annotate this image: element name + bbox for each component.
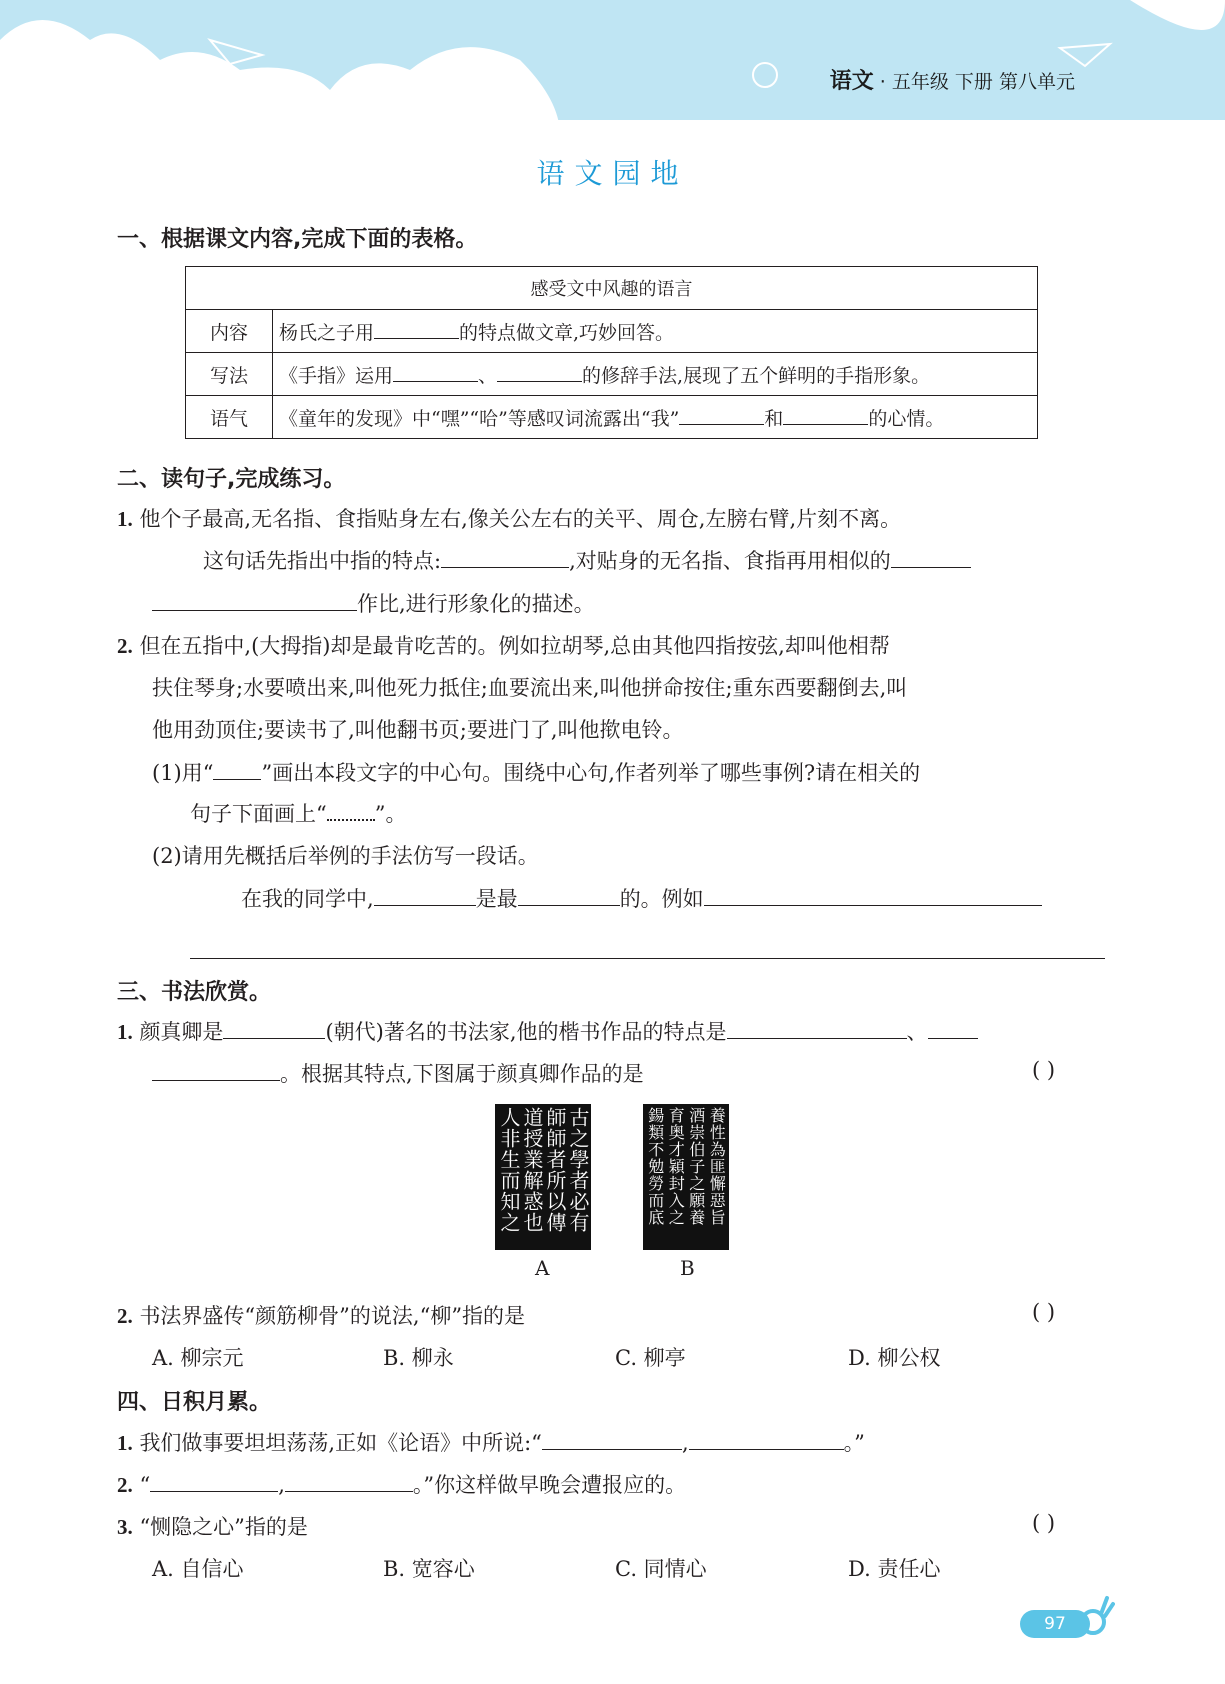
option-c[interactable]: C. 柳亭 — [615, 1346, 686, 1370]
section-3-heading: 三、书法欣赏。 — [117, 980, 272, 1005]
answer-paren[interactable]: ( ) — [1032, 1058, 1056, 1082]
answer-paren[interactable]: ( ) — [1032, 1511, 1056, 1535]
page-title: 语文园地 — [536, 157, 689, 190]
fill-blank[interactable] — [727, 1018, 907, 1039]
s2-q2-line2: 扶住琴身;水要喷出来,叫他死力抵住;血要流出来,叫他拼命按住;重东西要翻倒去,叫 — [152, 676, 908, 700]
header-unit: 第八单元 — [998, 71, 1075, 93]
row-content: 《童年的发现》中“嘿”“哈”等感叹词流露出“我” 和 的心情。 — [273, 396, 1038, 439]
s4-q2: 2. “ , 。”你这样做早晚会遭报应的。 — [117, 1473, 687, 1497]
fill-blank[interactable] — [518, 885, 620, 906]
language-table — [185, 266, 1038, 439]
row-key: 语气 — [186, 396, 273, 439]
header-info: 语文 · 五年级 下册 第八单元 — [829, 69, 1075, 94]
fill-blank[interactable] — [497, 361, 582, 382]
s2-q2-line3: 他用劲顶住;要读书了,叫他翻书页;要进门了,叫他揿电铃。 — [152, 718, 684, 742]
fill-blank[interactable] — [689, 1429, 844, 1450]
fill-blank[interactable] — [223, 1018, 325, 1039]
s2-sub1: (1)用“ ”画出本段文字的中心句。围绕中心句,作者列举了哪些事例?请在相关的 — [152, 761, 921, 785]
caption-a: A — [535, 1256, 550, 1280]
section-2-heading: 二、读句子,完成练习。 — [117, 467, 346, 492]
option-a[interactable]: A. 自信心 — [152, 1557, 244, 1581]
fill-blank[interactable] — [928, 1018, 978, 1039]
fill-blank[interactable] — [152, 1060, 280, 1081]
row-content: 《手指》运用 、 的修辞手法,展现了五个鲜明的手指形象。 — [273, 353, 1038, 396]
s3-q2: 2. 书法界盛传“颜筋柳骨”的说法,“柳”指的是 — [117, 1304, 526, 1328]
row-key: 内容 — [186, 310, 273, 353]
s4-q1: 1. 我们做事要坦坦荡荡,正如《论语》中所说:“ , 。” — [117, 1431, 865, 1455]
option-d[interactable]: D. 责任心 — [848, 1557, 941, 1581]
s2-sub1-cont: 句子下面画上“ ”。 — [190, 798, 407, 828]
option-c[interactable]: C. 同情心 — [615, 1557, 707, 1581]
fill-blank[interactable] — [891, 547, 971, 568]
option-b[interactable]: B. 宽容心 — [383, 1557, 475, 1581]
row-key: 写法 — [186, 353, 273, 396]
fill-blank[interactable] — [152, 590, 357, 611]
s2-q1: 1. 他个子最高,无名指、食指贴身左右,像关公左右的关平、周仓,左膀右臂,片刻不离。 — [117, 507, 902, 531]
fill-blank[interactable] — [542, 1429, 682, 1450]
ok-hand-icon — [1075, 1594, 1115, 1640]
option-a[interactable]: A. 柳宗元 — [152, 1346, 244, 1370]
s3-q1: 1. 颜真卿是 (朝代)著名的书法家,他的楷书作品的特点是 、 — [117, 1016, 978, 1046]
s2-q1-fill: 这句话先指出中指的特点: ,对贴身的无名指、食指再用相似的 — [203, 545, 971, 575]
fill-blank[interactable] — [213, 759, 261, 780]
option-d[interactable]: D. 柳公权 — [848, 1346, 941, 1370]
header-grade: 五年级 — [891, 71, 949, 93]
s2-q1-fill-2: 作比,进行形象化的描述。 — [152, 588, 595, 618]
fill-blank[interactable] — [374, 885, 476, 906]
s2-sub2: (2)请用先概括后举例的手法仿写一段话。 — [152, 844, 539, 868]
page-number-badge: 97 — [1020, 1610, 1090, 1638]
table-row — [186, 310, 1038, 353]
calligraphy-image-b: 養性為匪懈惡旨 酒崇伯子之願養 育奥才穎封入之 鍚類不勉勞而底 — [643, 1104, 729, 1250]
s2-q2-line1: 2. 但在五指中,(大拇指)却是最肯吃苦的。例如拉胡琴,总由其他四指按弦,却叫他相帮 — [117, 634, 890, 658]
fill-blank[interactable] — [150, 1471, 278, 1492]
fill-blank[interactable] — [374, 318, 459, 339]
section-4-heading: 四、日积月累。 — [117, 1390, 272, 1415]
s4-q3: 3. “恻隐之心”指的是 — [117, 1515, 308, 1539]
wavy-line-icon — [327, 799, 375, 821]
option-b[interactable]: B. 柳永 — [383, 1346, 454, 1370]
answer-paren[interactable]: ( ) — [1032, 1300, 1056, 1324]
fill-blank[interactable] — [393, 361, 478, 382]
fill-blank[interactable] — [783, 404, 868, 425]
section-1-heading: 一、根据课文内容,完成下面的表格。 — [117, 227, 478, 252]
s3-q1-cont: 。根据其特点,下图属于颜真卿作品的是 — [152, 1058, 644, 1088]
caption-b: B — [680, 1256, 695, 1280]
answer-line[interactable] — [190, 958, 1105, 959]
fill-blank[interactable] — [704, 885, 1042, 906]
row-content: 杨氏之子用 的特点做文章,巧妙回答。 — [273, 310, 1038, 353]
header-subject: 语文 — [829, 69, 874, 94]
fill-blank[interactable] — [679, 404, 764, 425]
s2-imitation: 在我的同学中, 是最 的。例如 — [241, 883, 1042, 913]
table-title: 感受文中风趣的语言 — [186, 267, 1038, 310]
calligraphy-image-a: 古之學者必有 師師者所以傳 道授業解惑也 人非生而知之 — [495, 1104, 591, 1250]
fill-blank[interactable] — [285, 1471, 413, 1492]
header-term: 下册 — [954, 71, 993, 93]
table-row — [186, 396, 1038, 439]
fill-blank[interactable] — [441, 547, 569, 568]
table-row — [186, 353, 1038, 396]
